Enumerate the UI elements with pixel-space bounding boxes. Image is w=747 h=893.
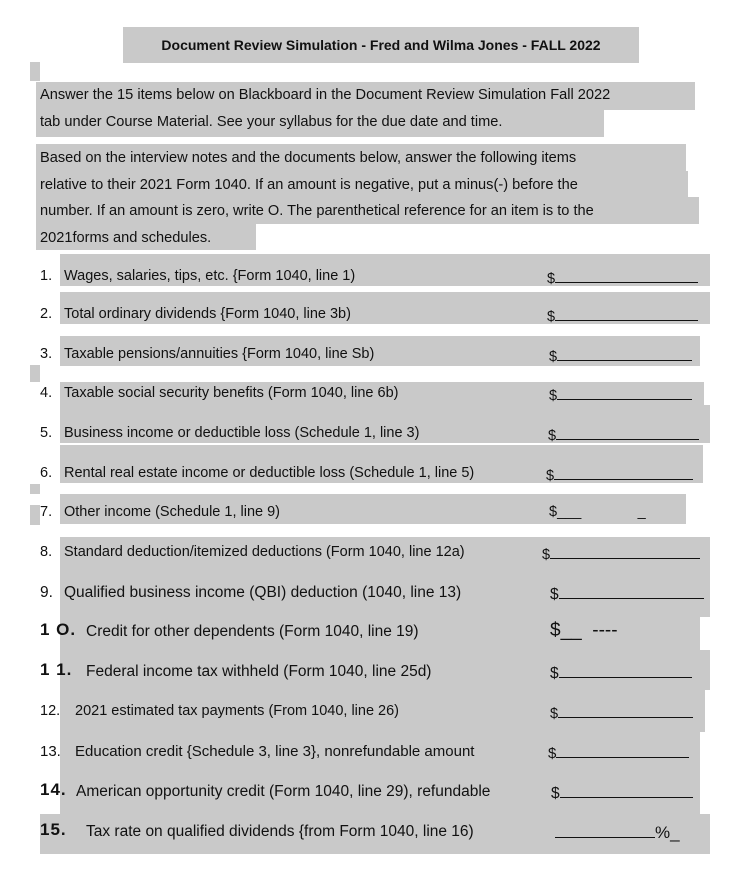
- dollar-sign: $: [550, 586, 559, 603]
- item-number: 13.: [40, 743, 61, 760]
- question-item-4: [40, 379, 710, 409]
- item-number: 6.: [40, 465, 53, 481]
- dollar-sign: $: [550, 706, 559, 722]
- dollar-sign: $___ _: [549, 504, 646, 520]
- dollar-sign: $: [547, 271, 556, 287]
- dollar-sign: $: [549, 388, 558, 404]
- answer-field[interactable]: [551, 783, 693, 803]
- intro-line: Answer the 15 items below on Blackboard in the Document Review Simulation Fall 2022: [40, 87, 611, 103]
- question-item-5: [40, 419, 710, 449]
- answer-field[interactable]: [546, 465, 693, 484]
- answer-field[interactable]: [547, 306, 698, 325]
- question-item-9: [40, 578, 710, 608]
- item-label: Rental real estate income or deductible loss (Schedule 1, line 5): [64, 465, 475, 481]
- question-item-15: [40, 817, 710, 847]
- question-item-10: [40, 617, 710, 647]
- item-number: 5.: [40, 425, 53, 441]
- answer-field[interactable]: [548, 425, 699, 444]
- item-number: 4.: [40, 385, 53, 401]
- answer-field[interactable]: [542, 544, 700, 563]
- item-label: Standard deduction/itemized deductions (Form 1040, line 12a): [64, 544, 465, 560]
- question-item-14: [40, 777, 710, 807]
- item-label: Other income (Schedule 1, line 9): [64, 504, 280, 520]
- dollar-sign: $: [550, 665, 559, 682]
- question-item-3: [40, 340, 710, 370]
- page-title: Document Review Simulation - Fred and Wilma Jones - FALL 2022: [123, 27, 639, 63]
- item-number: 9.: [40, 584, 53, 601]
- item-label: Taxable social security benefits (Form 1040, line 6b): [64, 385, 399, 401]
- instructions-line: Based on the interview notes and the documents below, answer the following items: [40, 150, 577, 166]
- question-item-12: [40, 697, 710, 727]
- item-label: Taxable pensions/annuities {Form 1040, line Sb): [64, 346, 375, 362]
- item-label: Total ordinary dividends {Form 1040, line 3b): [64, 306, 351, 322]
- answer-field[interactable]: [550, 703, 693, 722]
- answer-field[interactable]: [548, 743, 689, 762]
- dollar-sign: $__ ----: [550, 620, 618, 641]
- intro-line: tab under Course Material. See your syllabus for the due date and time.: [40, 113, 503, 130]
- question-item-8: [40, 538, 710, 568]
- dollar-sign: $: [548, 745, 557, 762]
- item-label: Credit for other dependents (Form 1040, line 19): [86, 623, 419, 640]
- instructions-line: number. If an amount is zero, write O. The parenthetical reference for an item is to the: [40, 203, 594, 219]
- item-number: 12.: [40, 703, 61, 719]
- dollar-sign: $: [551, 785, 560, 802]
- item-number: 1.: [40, 268, 53, 284]
- item-number: 1 O.: [40, 620, 77, 639]
- item-number: 8.: [40, 544, 53, 560]
- intro-paragraph: [40, 82, 610, 135]
- answer-field[interactable]: [549, 504, 646, 520]
- answer-field[interactable]: [555, 823, 680, 843]
- item-label: Tax rate on qualified dividends {from Form 1040, line 16): [86, 823, 474, 840]
- dollar-sign: $: [549, 349, 558, 365]
- answer-field[interactable]: [549, 346, 692, 365]
- item-label: Qualified business income (QBI) deduction (1040, line 13): [64, 584, 462, 601]
- dollar-sign: $: [548, 428, 557, 444]
- item-number: 7.: [40, 504, 53, 520]
- question-item-7: [40, 498, 710, 528]
- item-number: 1 1.: [40, 660, 73, 679]
- item-number: 15.: [40, 820, 67, 839]
- answer-field[interactable]: [547, 268, 698, 287]
- percent-sign: %_: [655, 823, 680, 842]
- question-item-13: [40, 737, 710, 767]
- question-item-6: [40, 459, 710, 489]
- item-number: 14.: [40, 780, 67, 799]
- instructions-line: 2021forms and schedules.: [40, 229, 212, 246]
- item-label: 2021 estimated tax payments (From 1040, line 26): [75, 703, 399, 719]
- answer-field[interactable]: [550, 584, 704, 604]
- dollar-sign: $: [542, 547, 551, 563]
- instructions-paragraph: [40, 145, 594, 251]
- question-item-1: [40, 262, 710, 292]
- answer-field[interactable]: [550, 620, 618, 642]
- item-label: Wages, salaries, tips, etc. {Form 1040, line 1): [64, 268, 356, 284]
- answer-field[interactable]: [550, 663, 692, 683]
- item-label: American opportunity credit (Form 1040, line 29), refundable: [76, 783, 491, 800]
- answer-field[interactable]: [549, 385, 692, 404]
- item-number: 3.: [40, 346, 53, 362]
- dollar-sign: $: [547, 309, 556, 325]
- question-item-11: [40, 657, 710, 687]
- item-label: Education credit {Schedule 3, line 3}, nonrefundable amount: [75, 743, 475, 760]
- item-number: 2.: [40, 306, 53, 322]
- item-label: Federal income tax withheld (Form 1040, line 25d): [86, 663, 432, 680]
- dollar-sign: $: [546, 468, 555, 484]
- question-item-2: [40, 300, 710, 330]
- instructions-line: relative to their 2021 Form 1040. If an amount is negative, put a minus(-) before the: [40, 176, 578, 193]
- item-label: Business income or deductible loss (Schedule 1, line 3): [64, 425, 420, 441]
